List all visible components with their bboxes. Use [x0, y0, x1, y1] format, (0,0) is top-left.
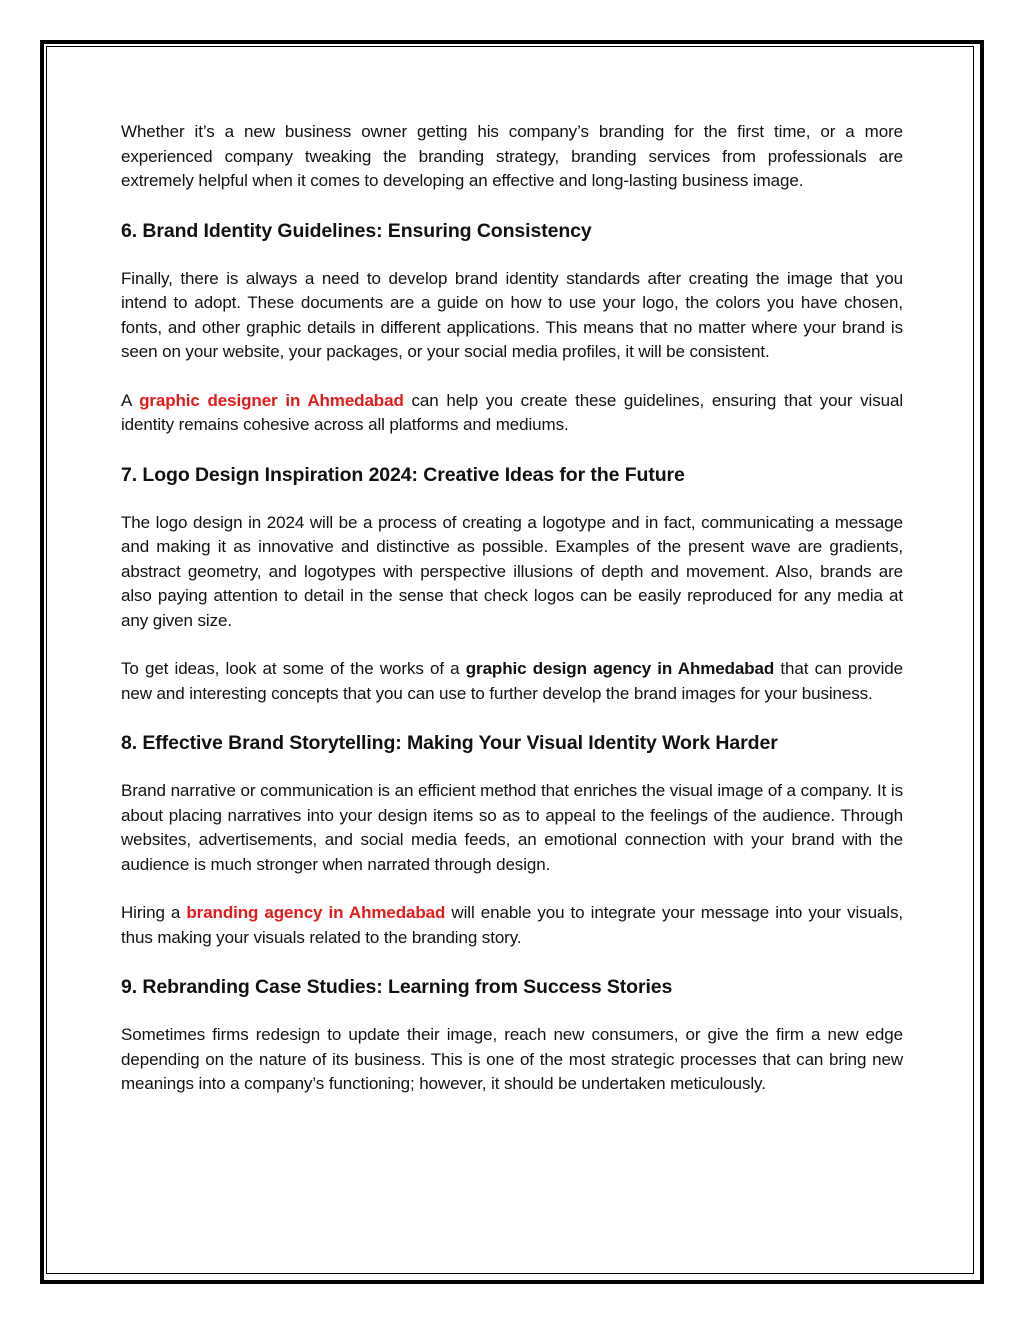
section-9-paragraph-1: Sometimes firms redesign to update their image, reach new consumers, or give the firm a new edge depending on the nature of its business. This is one of the most strategic processes that can bring new meanings into a company’s functioning; however, it should be undertaken meticulously. [121, 1025, 903, 1093]
section-7-paragraph-2 [121, 657, 903, 706]
section-8-p2-after: will enable you to integrate your message into your visuals, thus making your visuals related to the branding story. [121, 903, 903, 947]
section-6-p2-after: can help you create these guidelines, ensuring that your visual identity remains cohesive across all platforms and mediums. [121, 390, 903, 434]
intro-paragraph: Whether it’s a new business owner getting his company’s branding for the first time, or a more experienced company tweaking the branding strategy, branding services from professionals are extremely helpful when it comes to developing an effective and long-lasting business image. [121, 122, 903, 190]
section-9-heading: 9. Rebranding Case Studies: Learning from Success Stories [121, 976, 673, 998]
section-6-p2-before: A [121, 390, 140, 410]
section-8-paragraph-2 [121, 901, 903, 950]
section-7-heading: 7. Logo Design Inspiration 2024: Creative Ideas for the Future [121, 463, 685, 486]
graphic-designer-link[interactable]: graphic designer in Ahmedabad [139, 390, 404, 410]
section-7-p2-after: that can provide new and interesting concepts that you can use to further develop the brand images for your business. [121, 659, 903, 703]
section-7-paragraph-1: The logo design in 2024 will be a process of creating a logotype and in fact, communicating a message and making it as innovative and distinctive as possible. Examples of the present wave are gradients, abstract geometry, and logotypes with perspective illusions of depth and movement. Also, brands are also paying attention to detail in the sense that check logos can be easily reproduced for any media at any given size. [121, 512, 903, 630]
document-body [121, 120, 903, 1121]
section-6-paragraph-1: Finally, there is always a need to develop brand identity standards after creating the image that you intend to adopt. These documents are a guide on how to use your logo, the colors you have chosen, fonts, and other graphic details in different applications. This means that no matter where your brand is seen on your website, your packages, or your social media profiles, it will be consistent. [121, 268, 903, 361]
section-6-heading: 6. Brand Identity Guidelines: Ensuring Consistency [121, 219, 592, 242]
section-8-paragraph-1: Brand narrative or communication is an efficient method that enriches the visual image of a company. It is about placing narratives into your design items so as to appeal to the feelings of the audience. Through websites, advertisements, and social media feeds, an emotional connection with your brand with the audience is much stronger when narrated through design. [121, 781, 903, 874]
section-6-paragraph-2 [121, 389, 903, 438]
graphic-design-agency-text: graphic design agency in Ahmedabad [465, 659, 775, 678]
branding-agency-link[interactable]: branding agency in Ahmedabad [186, 903, 446, 922]
section-8-p2-before: Hiring a [121, 903, 187, 922]
section-8-heading: 8. Effective Brand Storytelling: Making Your Visual Identity Work Harder [121, 732, 778, 754]
section-7-p2-before: To get ideas, look at some of the works of a [121, 659, 466, 678]
